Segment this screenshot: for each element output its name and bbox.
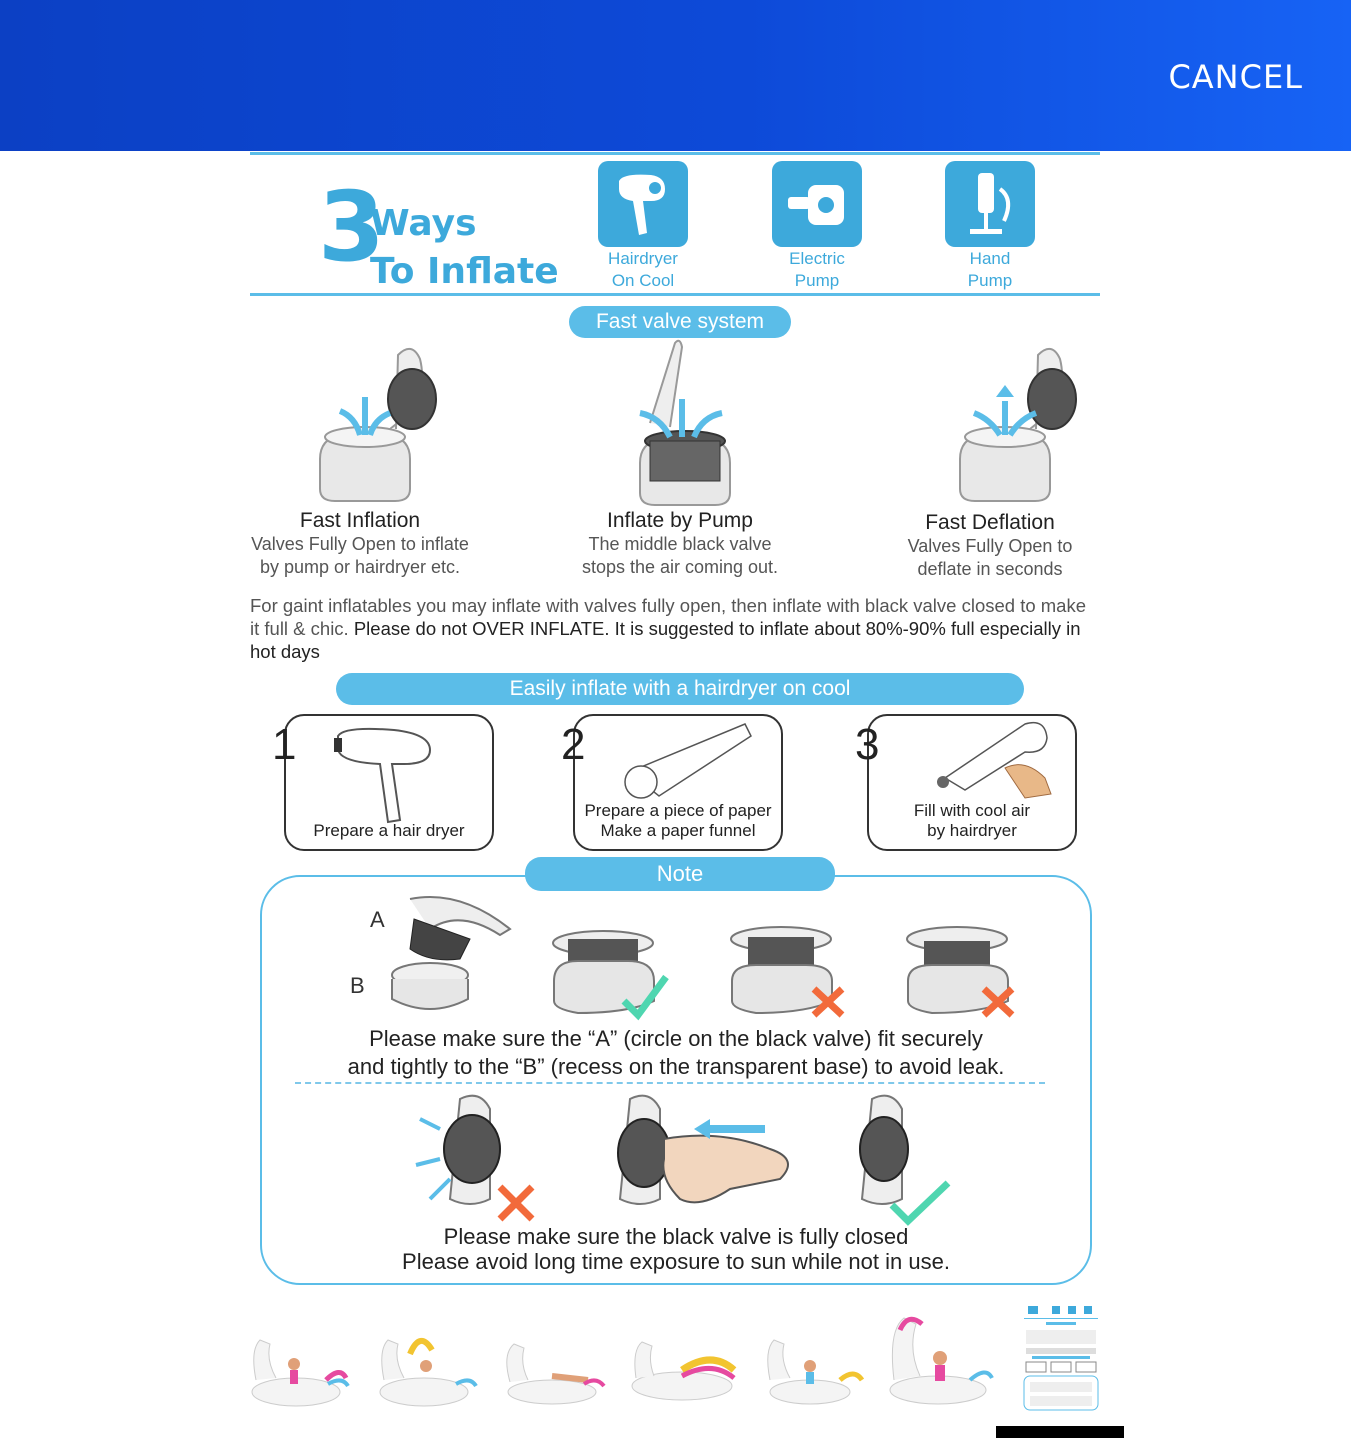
inflate-by-pump-title: Inflate by Pump (607, 509, 753, 532)
note-line-4: Please avoid long time exposure to sun while not in use. (402, 1249, 950, 1274)
valve-closed-correct (852, 1089, 962, 1229)
thumbnail-1[interactable] (236, 1320, 356, 1410)
valve-ab-diagram (340, 889, 520, 1019)
note-pill: Note (525, 857, 835, 891)
step-2-line2: Make a paper funnel (600, 821, 756, 840)
valve-system-pill: Fast valve system (569, 306, 791, 338)
inflate-by-pump-caption (560, 509, 800, 579)
thumbnail-strip (232, 1310, 1132, 1440)
step-1-text (286, 821, 492, 841)
thumbnail-3[interactable] (492, 1320, 612, 1410)
label-a: A (370, 907, 385, 932)
fast-inflation-desc1: Valves Fully Open to inflate (251, 534, 469, 554)
method-electric-pump (757, 161, 877, 291)
inflate-by-pump-desc2: stops the air coming out. (581, 557, 779, 577)
method-hand-label1: Hand (969, 249, 1011, 268)
fast-deflation-desc1: Valves Fully Open to (907, 536, 1073, 556)
top-divider (250, 152, 1100, 155)
note-line-3: Please make sure the black valve is fully closed (443, 1224, 909, 1249)
step-2-line1: Prepare a piece of paper (584, 801, 772, 820)
method-hand-pump (930, 161, 1050, 291)
title-line2: To Inflate (370, 251, 559, 292)
valve-open-wrong (410, 1089, 550, 1229)
note-dashed-divider (295, 1082, 1045, 1084)
methods-divider (250, 293, 1100, 296)
thumbnail-5[interactable] (750, 1320, 870, 1410)
fast-deflation-desc2: deflate in seconds (917, 559, 1063, 579)
fast-deflation-illustration (940, 339, 1140, 519)
header-bar (0, 0, 1351, 151)
note-line-1: Please make sure the “A” (circle on the black valve) fit securely (369, 1026, 983, 1051)
method-electric-label2: Pump (794, 271, 840, 290)
fast-inflation-desc2: by pump or hairdryer etc. (259, 557, 461, 577)
step-1-line1: Prepare a hair dryer (313, 821, 465, 840)
hairdryer-icon (598, 161, 688, 247)
step-2-card (561, 714, 783, 851)
hairdryer-pill: Easily inflate with a hairdryer on cool (336, 673, 1024, 705)
fast-deflation-title: Fast Deflation (925, 511, 1055, 534)
step-3-line2: by hairdryer (927, 821, 1017, 840)
inflation-advice-paragraph (250, 594, 1100, 663)
step-1-card (272, 714, 494, 851)
method-hairdryer-label2: On Cool (611, 271, 675, 290)
valve-wrong-fit-2 (902, 921, 1032, 1021)
hand-pump-icon (945, 161, 1035, 247)
step-2-number: 2 (561, 720, 586, 769)
title-line1: Ways (370, 203, 477, 244)
valve-wrong-fit-1 (726, 921, 856, 1021)
method-hand-label2: Pump (967, 271, 1013, 290)
valve-correct-fit (548, 921, 678, 1021)
thumbnail-6[interactable] (878, 1310, 998, 1410)
paper-funnel-drawing (619, 722, 759, 802)
inflate-by-pump-desc1: The middle black valve (588, 534, 772, 554)
note-line-2: and tightly to the “B” (recess on the transparent base) to avoid leak. (347, 1054, 1005, 1079)
step-3-line1: Fill with cool air (913, 801, 1031, 820)
electric-pump-icon (772, 161, 862, 247)
valve-press-closed (610, 1089, 810, 1219)
step-3-text (869, 801, 1075, 841)
title-number: 3 (318, 171, 385, 283)
thumbnail-4[interactable] (622, 1320, 742, 1410)
cancel-button[interactable]: CANCEL (1168, 58, 1303, 96)
fast-deflation-caption (870, 511, 1110, 581)
fast-inflation-caption (240, 509, 480, 579)
thumbnail-2[interactable] (364, 1320, 484, 1410)
label-b: B (350, 973, 365, 998)
inflate-by-pump-illustration (620, 333, 820, 513)
cross-icon (500, 1187, 532, 1219)
method-hairdryer (583, 161, 703, 291)
step-3-card (855, 714, 1077, 851)
advice-bold-text: Please do not OVER INFLATE. It is suggested to inflate about 80%-90% full especially in hot days (250, 618, 1081, 662)
fast-inflation-title: Fast Inflation (299, 509, 421, 532)
product-infographic[interactable] (240, 151, 1110, 1301)
advice-normal-text: For gaint inflatables you may inflate with valves fully open, then inflate with black valve closed to make it full & chic. (250, 595, 1087, 639)
active-thumbnail-indicator (996, 1426, 1124, 1438)
hair-dryer-drawing (334, 724, 444, 824)
step-3-number: 3 (855, 720, 880, 769)
thumbnail-7-infographic[interactable] (1018, 1302, 1104, 1412)
step-2-text (575, 801, 781, 841)
step-1-number: 1 (272, 720, 297, 769)
fast-inflation-illustration (300, 339, 500, 519)
method-hairdryer-label1: Hairdryer (608, 249, 678, 268)
method-electric-label1: Electric (789, 249, 845, 268)
